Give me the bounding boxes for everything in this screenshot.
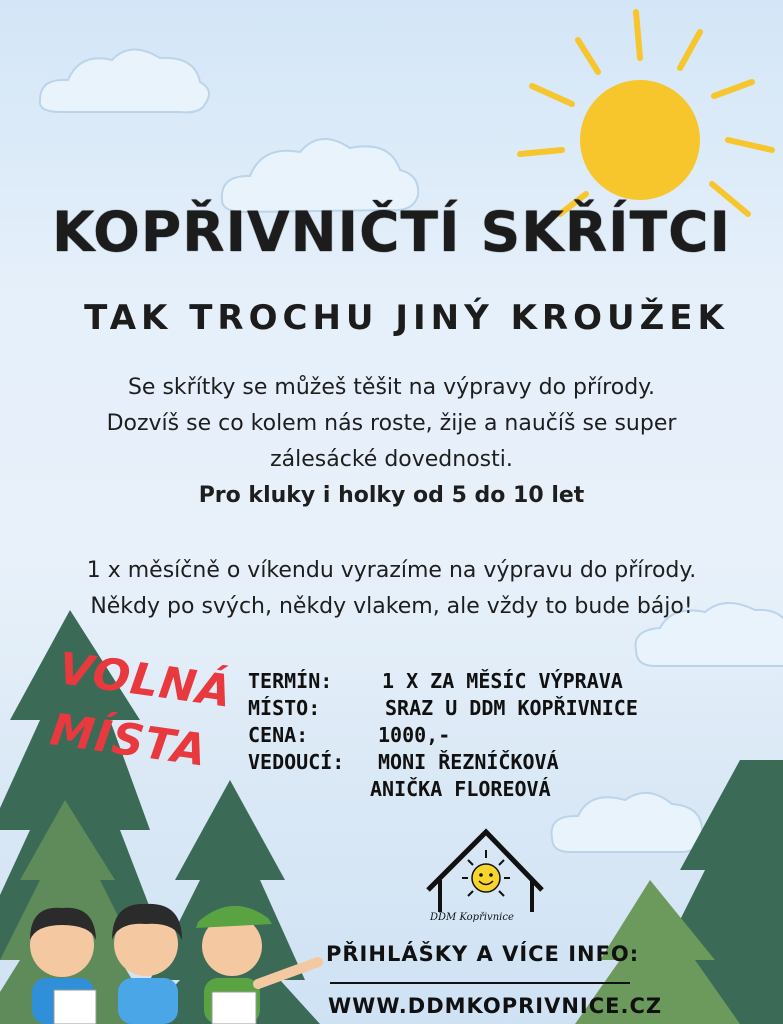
- leaders-label: VEDOUCÍ:: [248, 750, 345, 774]
- sun-icon: [520, 12, 772, 214]
- intro-line: Se skřítky se můžeš těšit na výpravy do přírody.: [127, 375, 656, 400]
- term-value: 1 X ZA MĚSÍC VÝPRAVA: [382, 669, 623, 693]
- ddm-logo-icon: [428, 832, 542, 912]
- poster-title: KOPŘIVNIČTÍ SKŘÍTCI: [52, 200, 731, 264]
- price-value: 1000,-: [378, 723, 451, 747]
- schedule-paragraph: [40, 553, 743, 625]
- availability-word-2: MÍSTA: [47, 704, 211, 777]
- poster-subtitle: TAK TROCHU JINÝ KROUŽEK: [84, 298, 729, 338]
- schedule-line: 1 x měsíčně o víkendu vyrazíme na výpravu do přírody.: [86, 558, 697, 583]
- logo-text: DDM Kopřivnice: [430, 912, 514, 923]
- price-label: CENA:: [248, 723, 309, 747]
- place-value: SRAZ U DDM KOPŘIVNICE: [385, 696, 638, 720]
- intro-line: Dozvíš se co kolem nás roste, žije a naučíš se super: [106, 411, 677, 436]
- cloud-icon: [40, 49, 209, 112]
- footer-heading: PŘIHLÁŠKY A VÍCE INFO:: [326, 942, 640, 966]
- footer-divider: [330, 982, 630, 984]
- schedule-line: Někdy po svých, někdy vlakem, ale vždy to bude bájo!: [90, 594, 693, 619]
- term-label: TERMÍN:: [248, 669, 333, 693]
- place-label: MÍSTO:: [248, 696, 321, 720]
- intro-paragraph: [40, 370, 743, 514]
- leader-name: ANIČKA FLOREOVÁ: [370, 777, 551, 801]
- availability-word-1: VOLNÁ: [55, 643, 236, 718]
- leader-name: MONI ŘEZNÍČKOVÁ: [378, 750, 559, 774]
- audience-line: Pro kluky i holky od 5 do 10 let: [198, 483, 585, 508]
- website-link[interactable]: WWW.DDMKOPRIVNICE.CZ: [328, 994, 663, 1018]
- cloud-icon: [552, 793, 703, 852]
- intro-line: zálesácké dovednosti.: [270, 447, 513, 472]
